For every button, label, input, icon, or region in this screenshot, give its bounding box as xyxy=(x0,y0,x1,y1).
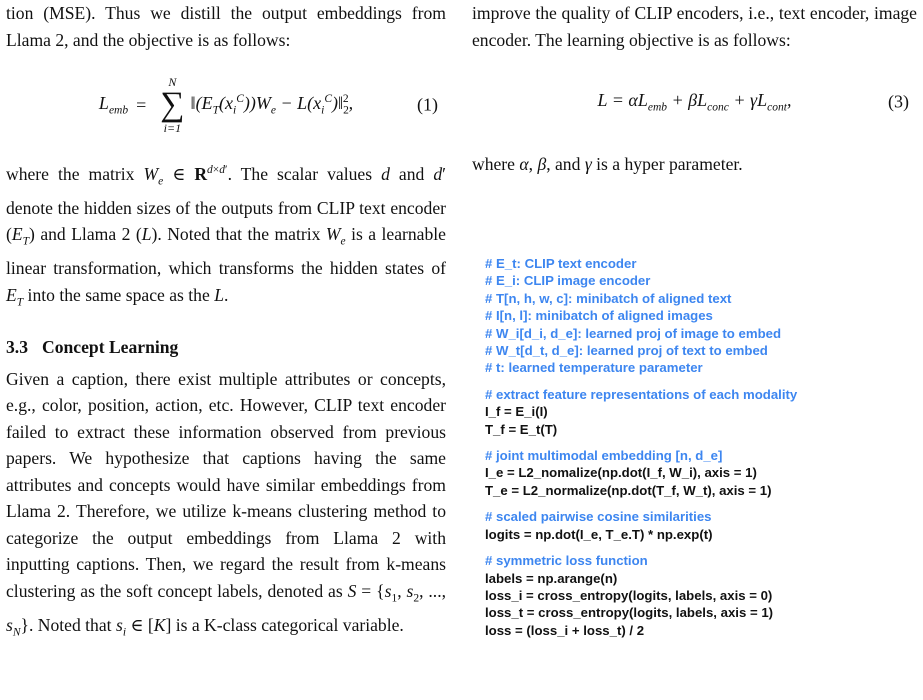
code-comment-line: # T[n, h, w, c]: minibatch of aligned text xyxy=(485,290,732,306)
code-comment-line: # E_t: CLIP text encoder xyxy=(485,256,637,271)
code-line: T_f = E_t(T) xyxy=(485,421,558,437)
code-gap xyxy=(485,543,905,552)
code-line: I_e = L2_nomalize(np.dot(I_f, W_i), axis = 1) xyxy=(485,465,757,481)
code-line: labels = np.arange(n) xyxy=(485,570,618,586)
code-line: loss_i = cross_entropy(logits, labels, axis = 0) xyxy=(485,587,773,603)
objective-intro: improve the quality of CLIP encoders, i.e., text encoder, image encoder. The learning objective is as follows: xyxy=(472,3,917,50)
code-comment-line: # t: learned temperature parameter xyxy=(485,360,703,376)
eq1-number: (1) xyxy=(417,94,438,115)
code-line: logits = np.dot(I_e, T_e.T) * np.exp(t) xyxy=(485,526,713,542)
code-line: T_e = L2_normalize(np.dot(T_f, W_t), axis = 1) xyxy=(485,482,772,498)
code-line: loss_t = cross_entropy(logits, labels, axis = 1) xyxy=(485,605,774,621)
code-gap xyxy=(485,377,905,386)
definition-paragraph: where the matrix $W_e$ ∈ $R^{d\times d'}$. The scalar values d and d′ denote the hidden sizes of the outputs from CLIP text encoder $(E_T)$ and Llama 2 (L). Noted that the matrix $W_e$ is a learnable linear transformation, which transforms the hidden states of $E_T$ into the same space as the L. xyxy=(6,163,446,309)
code-gap xyxy=(485,499,905,508)
code-comment-line: # extract feature representations of each modality xyxy=(485,386,798,402)
equation-1: $L_{emb}$ = N ∑ i=1 $‖(E_T(x_i^C))W_e$ − $L(x_i^C)‖_2^2$, (1) xyxy=(98,75,438,135)
section-heading: 3.3 Concept Learning xyxy=(6,336,179,357)
code-line: loss = (loss_i + loss_t) / 2 xyxy=(485,622,645,638)
summation-symbol: N ∑ i=1 xyxy=(160,75,185,135)
code-comment-line: # joint multimodal embedding [n, d_e] xyxy=(485,448,723,464)
concept-learning-paragraph: Given a caption, there exist multiple attributes or concepts, e.g., color, position, action, etc. However, CLIP text encoder failed to extract these information observed from previous papers. We hypothesize that captions having the same attributes and concepts would have similar embeddings from Llama 2. Therefore, we utilize k-means clustering method to categorize the output embeddings from Llama 2 with inputting captions. Then, we regard the result from k-means clustering as the soft concept labels, denoted as $S = \{s_1$, $s_2$, ..., $s_N$}. Noted that $s_i$ ∈ [K] is a K-class categorical variable. xyxy=(6,368,447,639)
eq1-lhs: $L_{emb}$ xyxy=(98,93,129,117)
eq1-body: $‖(E_T(x_i^C))W_e$ − $L(x_i^C)‖_2^2$, xyxy=(190,93,354,117)
left-column xyxy=(6,0,446,646)
code-comment-line: # I[n, l]: minibatch of aligned images xyxy=(485,308,713,324)
right-column xyxy=(472,0,917,178)
eq3-number: (3) xyxy=(888,91,909,112)
code-gap xyxy=(485,438,905,447)
equation-3: $L = \alpha L_{emb} + \beta L_{conc} + \gamma L_{cont}$, (3) xyxy=(597,90,909,114)
code-line: I_f = E_i(I) xyxy=(485,404,548,420)
code-comment-line: # E_i: CLIP image encoder xyxy=(485,273,651,289)
code-comment-line: # symmetric loss function xyxy=(485,553,648,569)
code-comment-line: # W_t[d_t, d_e]: learned proj of text to embed xyxy=(485,343,768,359)
hyperparameter-note: where α, β, and γ is a hyper parameter. xyxy=(472,154,743,174)
code-comment-line: # scaled pairwise cosine similarities xyxy=(485,509,712,525)
intro-paragraph: tion (MSE). Thus we distill the output embeddings from Llama 2, and the objective is as follows: xyxy=(6,3,446,50)
code-comment-line: # W_i[d_i, d_e]: learned proj of image to embed xyxy=(485,325,782,341)
pseudocode-listing xyxy=(485,255,905,639)
